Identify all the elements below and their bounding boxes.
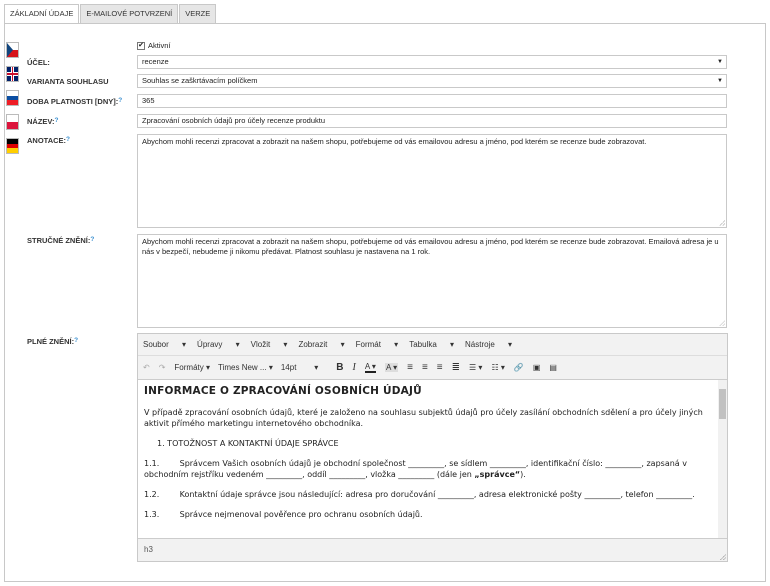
varianta-label: VARIANTA SOUHLASU [27,77,109,86]
nazev-input[interactable]: Zpracování osobních údajů pro účely recenze produktu [137,114,727,128]
menu-soubor[interactable]: Soubor ▾ [143,340,187,349]
help-icon[interactable]: ? [66,136,71,143]
help-icon[interactable]: ? [54,117,59,124]
ucel-select[interactable]: recenze ▼ [137,55,727,69]
active-checkbox[interactable] [137,41,171,50]
editor-toolbar [138,356,727,380]
content-intro: V případě zpracování osobních údajů, které je založeno na souhlasu subjektů údajů pro účely zasílání obchodních sdělení a pro účely jiných aktivit přímého marketingu internetového obchodníka. [144,408,703,428]
help-icon[interactable]: ? [90,236,95,243]
editor-scrollbar[interactable] [718,380,727,539]
help-icon[interactable]: ? [74,337,79,344]
active-label: Aktivní [148,41,171,50]
tab-verze[interactable]: VERZE [179,4,216,23]
flag-slovakia-icon[interactable] [6,90,19,106]
background-color-icon[interactable]: A ▾ [385,363,398,372]
anotace-label: ANOTACE:? [27,136,71,145]
anotace-textarea[interactable]: Abychom mohli recenzi zpracovat a zobrazit na našem shopu, potřebujeme od vás emailovou adresu a jméno, pod kterém se recenze bude zobrazovat. [137,134,727,228]
checkmark-icon[interactable]: ✔ [138,41,144,49]
content-heading: INFORMACE O ZPRACOVÁNÍ OSOBNÍCH ÚDAJŮ [144,385,422,397]
plne-zneni-label: PLNÉ ZNĚNÍ:? [27,337,79,346]
tab-bar [4,4,217,23]
resize-handle-icon[interactable] [720,554,726,560]
chevron-down-icon: ▼ [717,78,723,84]
editor-menubar [138,334,727,356]
doba-platnosti-input[interactable]: 365 [137,94,727,108]
align-center-icon[interactable]: ≡ [421,362,428,373]
image-icon[interactable]: ▣ [532,363,541,372]
menu-tabulka[interactable]: Tabulka ▾ [409,340,455,349]
help-icon[interactable]: ? [118,97,123,104]
tab-emailove-potvrzeni[interactable]: E-MAILOVÉ POTVRZENÍ [80,4,178,23]
strucne-zneni-textarea[interactable]: Abychom mohli recenzi zpracovat a zobrazit na našem shopu, potřebujeme od vás emailovou adresu a jméno, pod kterém se recenze bude zobrazovat. Emailová adresa je u nás v bezpečí, nebudeme ji nikomu předávat. Platnost souhlasu je nastavena na 1 rok. [137,234,727,328]
menu-vlozit[interactable]: Vložit ▾ [250,340,288,349]
undo-icon[interactable]: ↶ [143,363,150,372]
content-paragraph-1-1: 1.1. Správcem Vašich osobních údajů je obchodní společnost _________, se sídlem _________, identifikační číslo: _________, zapsaná v obchodním rejstříku vedeném _________, oddíl _________, vložka _________ (dále jen „správce“). [144,459,687,479]
formats-dropdown[interactable]: Formáty ▾ [174,363,210,372]
content-paragraph-1-3: 1.3. Správce nejmenoval pověřence pro ochranu osobních údajů. [144,510,423,519]
flag-czech-icon[interactable] [6,42,19,58]
menu-nastroje[interactable]: Nástroje ▾ [465,340,513,349]
chevron-down-icon: ▼ [717,59,723,65]
nazev-label: NÁZEV:? [27,117,59,126]
menu-upravy[interactable]: Úpravy ▾ [197,340,240,349]
bullet-list-icon[interactable]: ☰ ▾ [469,363,483,372]
text-color-icon[interactable]: A ▾ [364,362,376,371]
doba-platnosti-label: DOBA PLATNOSTI [DNY]:? [27,97,123,106]
content-section-1: 1. TOTOŽNOST A KONTAKTNÍ ÚDAJE SPRÁVCE [157,439,339,448]
tab-panel [4,23,766,582]
menu-format[interactable]: Formát ▾ [355,340,399,349]
scrollbar-thumb[interactable] [719,389,726,419]
editor-statusbar [138,538,727,561]
numbered-list-icon[interactable]: ☷ ▾ [491,363,505,372]
redo-icon[interactable]: ↷ [158,363,166,372]
element-path[interactable]: h3 [144,545,153,554]
ucel-label: ÚČEL: [27,58,50,67]
rich-text-editor [137,333,728,562]
bold-icon[interactable]: B [336,362,344,373]
font-size-dropdown[interactable]: 14pt ▾ [280,363,319,372]
flag-poland-icon[interactable] [6,114,19,130]
strucne-zneni-label: STRUČNÉ ZNĚNÍ:? [27,236,95,245]
flag-uk-icon[interactable] [6,66,19,82]
resize-handle-icon[interactable] [719,320,725,326]
link-icon[interactable]: 🔗 [513,363,524,372]
font-family-dropdown[interactable]: Times New ... ▾ [218,363,273,372]
editor-content[interactable] [138,380,719,539]
resize-handle-icon[interactable] [719,220,725,226]
varianta-select[interactable]: Souhlas se zaškrtávacím políčkem ▼ [137,74,727,88]
italic-icon[interactable]: I [352,362,356,373]
flag-germany-icon[interactable] [6,138,19,154]
content-paragraph-1-2: 1.2. Kontaktní údaje správce jsou následující: adresa pro doručování _________, adresa elektronické pošty _________, telefon _________. [144,490,695,499]
menu-zobrazit[interactable]: Zobrazit ▾ [298,340,345,349]
align-right-icon[interactable]: ≡ [436,362,443,373]
tab-zakladni-udaje[interactable]: ZÁKLADNÍ ÚDAJE [4,4,79,24]
align-left-icon[interactable]: ≡ [407,362,413,373]
media-icon[interactable]: ▤ [549,363,557,372]
align-justify-icon[interactable]: ≣ [451,362,461,373]
